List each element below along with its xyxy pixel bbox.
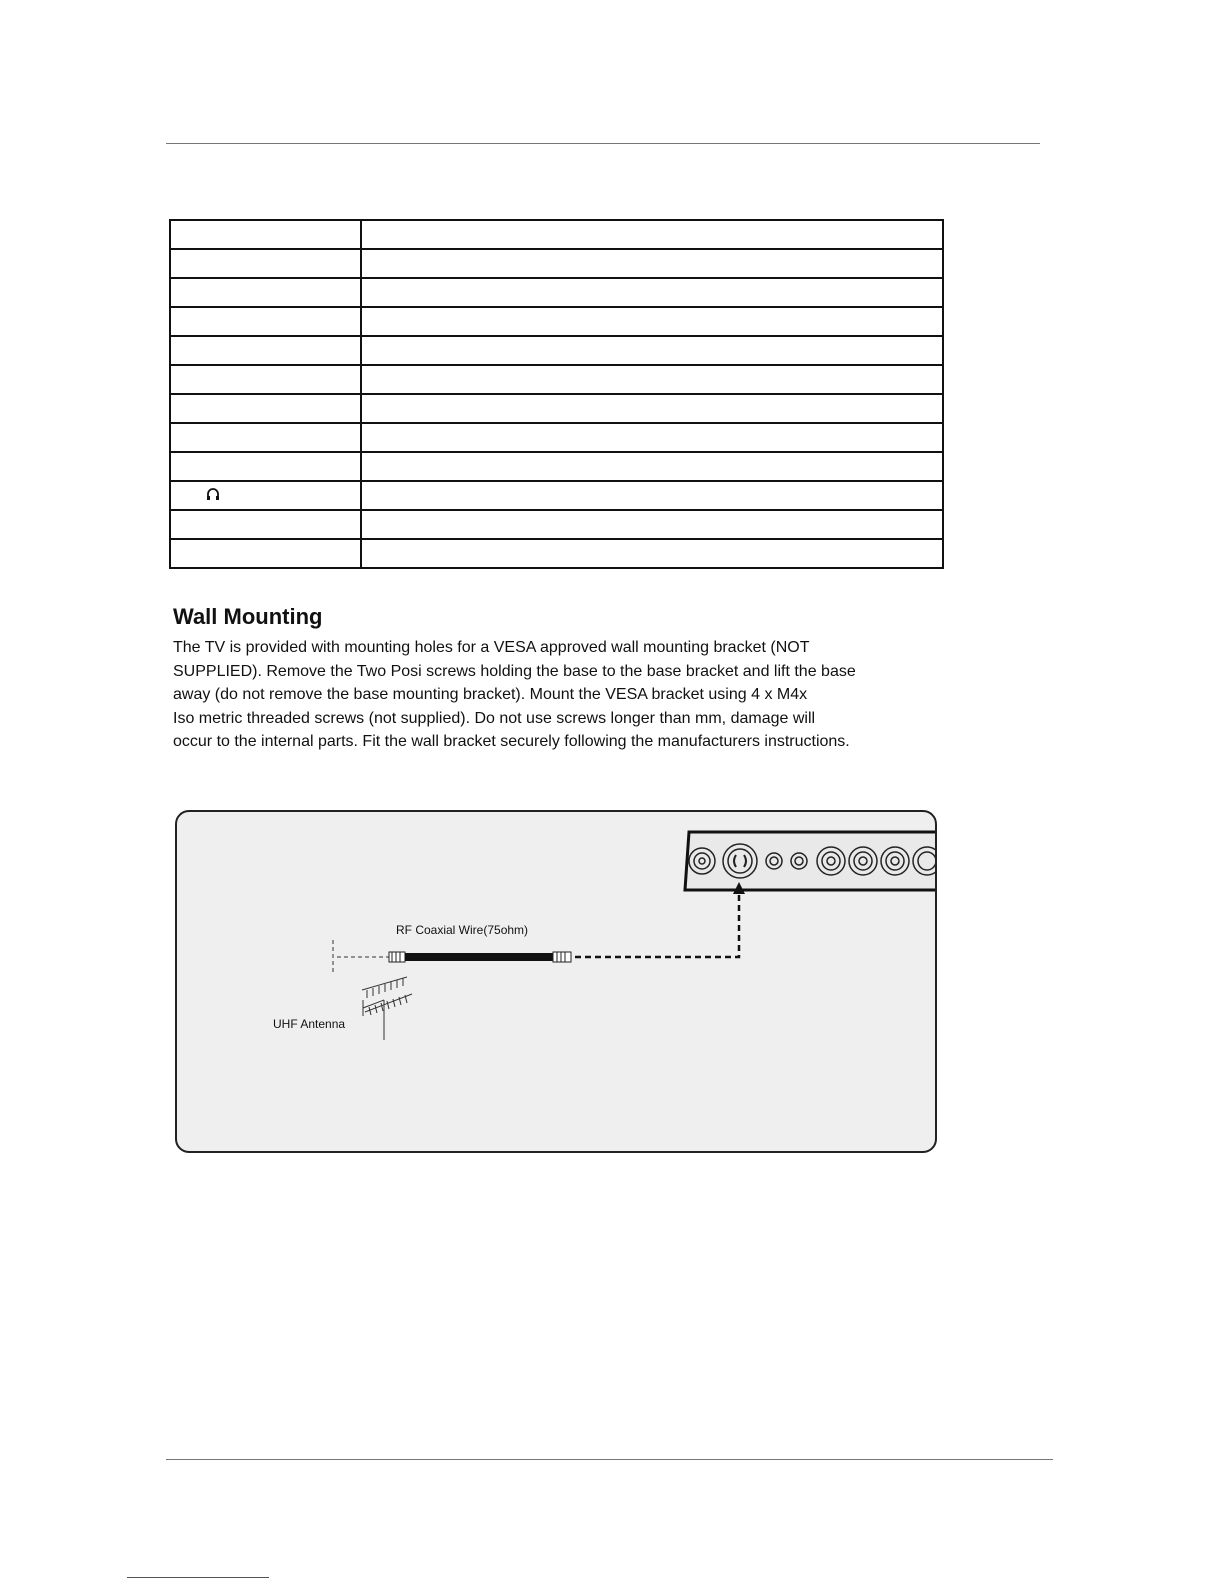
wall-mounting-title: Wall Mounting — [173, 604, 323, 629]
spec-label-cell — [170, 394, 361, 423]
headphone-icon — [205, 486, 221, 506]
spec-value-cell — [361, 452, 943, 481]
table-row — [170, 365, 943, 394]
spec-label-cell — [170, 307, 361, 336]
spec-value-cell — [361, 510, 943, 539]
spec-label-cell — [170, 481, 361, 510]
table-row — [170, 220, 943, 249]
spec-label-cell — [170, 423, 361, 452]
table-row — [170, 452, 943, 481]
spec-value-cell — [361, 278, 943, 307]
spec-label-cell — [170, 278, 361, 307]
table-row — [170, 307, 943, 336]
wall-mounting-text — [173, 636, 933, 754]
table-row — [170, 481, 943, 510]
spec-value-cell — [361, 365, 943, 394]
wall-mounting-line: away (do not remove the base mounting bracket). Mount the VESA bracket using 4 x M4x — [173, 686, 808, 703]
spec-table — [169, 219, 944, 569]
spec-value-cell — [361, 220, 943, 249]
spec-value-cell — [361, 249, 943, 278]
uhf-antenna-icon — [362, 977, 412, 1040]
rf-coaxial-cable — [389, 952, 571, 962]
spec-value-cell — [361, 336, 943, 365]
spec-label-cell — [170, 365, 361, 394]
diagram-graphic — [177, 812, 935, 1151]
tv-back-panel — [685, 832, 935, 890]
rf-coaxial-label: RF Coaxial Wire(75ohm) — [396, 923, 529, 937]
spec-value-cell — [361, 394, 943, 423]
spec-value-cell — [361, 481, 943, 510]
footer-link-underline[interactable] — [127, 1577, 269, 1578]
table-row — [170, 510, 943, 539]
header-rule — [166, 143, 1040, 144]
antenna-connection-diagram — [175, 810, 937, 1153]
spec-label-cell — [170, 336, 361, 365]
wall-mounting-line: The TV is provided with mounting holes for a VESA approved wall mounting bracket (NOT — [173, 639, 810, 656]
table-row — [170, 394, 943, 423]
spec-label-cell — [170, 452, 361, 481]
footer-rule — [166, 1459, 1053, 1460]
spec-value-cell — [361, 539, 943, 568]
wall-mounting-line: Iso metric threaded screws (not supplied). Do not use screws longer than mm, damage will — [173, 709, 816, 727]
spec-label-cell — [170, 510, 361, 539]
table-row — [170, 249, 943, 278]
wall-mounting-line: occur to the internal parts. Fit the wall bracket securely following the manufacturers instructions. — [173, 733, 850, 750]
spec-value-cell — [361, 423, 943, 452]
spec-label-cell — [170, 249, 361, 278]
spec-value-cell — [361, 307, 943, 336]
table-row — [170, 278, 943, 307]
table-row — [170, 423, 943, 452]
table-row — [170, 539, 943, 568]
wall-mounting-line: SUPPLIED). Remove the Two Posi screws holding the base to the base bracket and lift the base — [173, 662, 856, 680]
spec-label-cell — [170, 539, 361, 568]
spec-label-cell — [170, 220, 361, 249]
uhf-antenna-label: UHF Antenna — [273, 1017, 346, 1031]
table-row — [170, 336, 943, 365]
